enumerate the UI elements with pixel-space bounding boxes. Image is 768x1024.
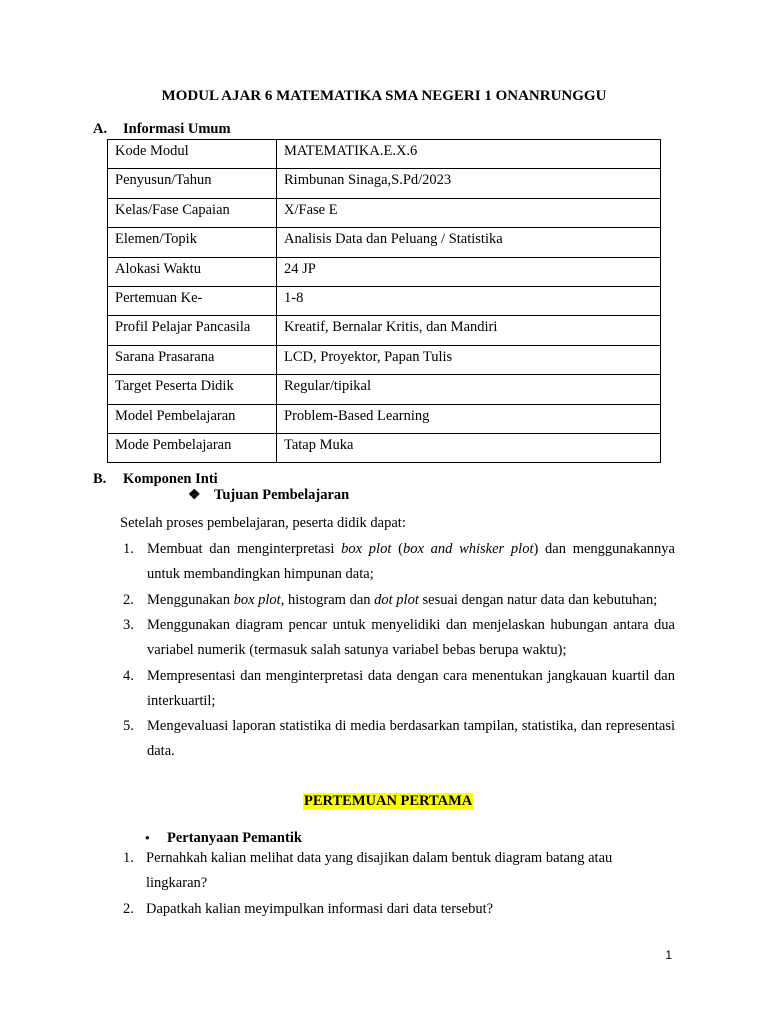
item-number: 2. — [123, 591, 134, 608]
section-a-letter: A. — [93, 121, 108, 137]
item-text: Pernahkah kalian melihat data yang disajikan dalam bentuk diagram batang atau lingkaran? — [146, 850, 613, 891]
objectives-title: Tujuan Pembelajaran — [214, 487, 350, 503]
table-row — [108, 257, 661, 286]
row-label: Sarana Prasarana — [108, 345, 277, 374]
bullet-icon: • — [145, 830, 150, 845]
table-row — [108, 286, 661, 315]
meeting-title: PERTEMUAN PERTAMA — [304, 793, 473, 809]
row-value: X/Fase E — [277, 198, 661, 227]
row-value: 24 JP — [277, 257, 661, 286]
objectives-heading — [188, 487, 349, 504]
list-item — [120, 714, 675, 764]
row-value: Problem-Based Learning — [277, 404, 661, 433]
row-value: MATEMATIKA.E.X.6 — [277, 140, 661, 169]
table-row — [108, 228, 661, 257]
info-table — [107, 139, 661, 463]
section-b-title: Komponen Inti — [123, 471, 218, 487]
row-label: Profil Pelajar Pancasila — [108, 316, 277, 345]
row-label: Kode Modul — [108, 140, 277, 169]
row-value: Rimbunan Sinaga,S.Pd/2023 — [277, 169, 661, 198]
row-label: Penyusun/Tahun — [108, 169, 277, 198]
row-value: Kreatif, Bernalar Kritis, dan Mandiri — [277, 316, 661, 345]
row-value: Regular/tipikal — [277, 375, 661, 404]
table-row — [108, 345, 661, 374]
row-label: Kelas/Fase Capaian — [108, 198, 277, 227]
table-row — [108, 316, 661, 345]
table-row — [108, 169, 661, 198]
table-row — [108, 404, 661, 433]
item-number: 3. — [123, 617, 134, 633]
section-b-letter: B. — [93, 471, 107, 487]
list-item — [120, 588, 675, 613]
questions-title: Pertanyaan Pemantik — [167, 830, 302, 846]
item-text: Mengevaluasi laporan statistika di media berdasarkan tampilan, statistika, dan representasi data. — [147, 718, 675, 759]
item-text: Membuat dan menginterpretasi box plot (box and whisker plot) dan menggunakannya untuk membandingkan himpunan data; — [147, 541, 675, 582]
section-a-title: Informasi Umum — [123, 121, 231, 137]
list-item — [120, 846, 675, 896]
row-label: Alokasi Waktu — [108, 257, 277, 286]
item-number: 4. — [123, 667, 134, 684]
list-item — [120, 664, 675, 714]
questions-heading — [145, 830, 302, 847]
row-value: LCD, Proyektor, Papan Tulis — [277, 345, 661, 374]
row-label: Model Pembelajaran — [108, 404, 277, 433]
questions-list — [120, 846, 675, 923]
page-number: 1 — [665, 948, 672, 962]
row-value: Tatap Muka — [277, 433, 661, 462]
table-row — [108, 433, 661, 462]
item-number: 2. — [123, 901, 134, 917]
list-item — [120, 613, 675, 663]
item-text: Dapatkah kalian meyimpulkan informasi dari data tersebut? — [146, 901, 494, 917]
table-row — [108, 140, 661, 169]
row-label: Elemen/Topik — [108, 228, 277, 257]
item-text: Menggunakan box plot, histogram dan dot plot sesuai dengan natur data dan kebutuhan; — [147, 591, 658, 608]
table-row — [108, 198, 661, 227]
item-number: 5. — [123, 718, 134, 734]
row-label: Pertemuan Ke- — [108, 286, 277, 315]
row-value: Analisis Data dan Peluang / Statistika — [277, 228, 661, 257]
row-label: Mode Pembelajaran — [108, 433, 277, 462]
section-a-heading — [93, 121, 231, 138]
objectives-intro: Setelah proses pembelajaran, peserta didik dapat: — [120, 515, 406, 531]
list-item — [120, 537, 675, 587]
diamond-bullet-icon: ❖ — [188, 488, 201, 503]
section-b-heading — [93, 471, 218, 488]
row-value: 1-8 — [277, 286, 661, 315]
list-item — [120, 897, 675, 922]
table-row — [108, 375, 661, 404]
item-number: 1. — [123, 850, 134, 866]
objectives-list — [120, 537, 675, 765]
document-title: MODUL AJAR 6 MATEMATIKA SMA NEGERI 1 ONANRUNGGU — [161, 88, 607, 104]
row-label: Target Peserta Didik — [108, 375, 277, 404]
item-text: Mempresentasi dan menginterpretasi data dengan cara menentukan jangkauan kuartil dan interkuartil; — [147, 667, 675, 709]
item-number: 1. — [123, 541, 134, 557]
item-text: Menggunakan diagram pencar untuk menyelidiki dan menjelaskan hubungan antara dua variabel numerik (termasuk salah satunya variabel bebas berupa waktu); — [147, 617, 675, 658]
